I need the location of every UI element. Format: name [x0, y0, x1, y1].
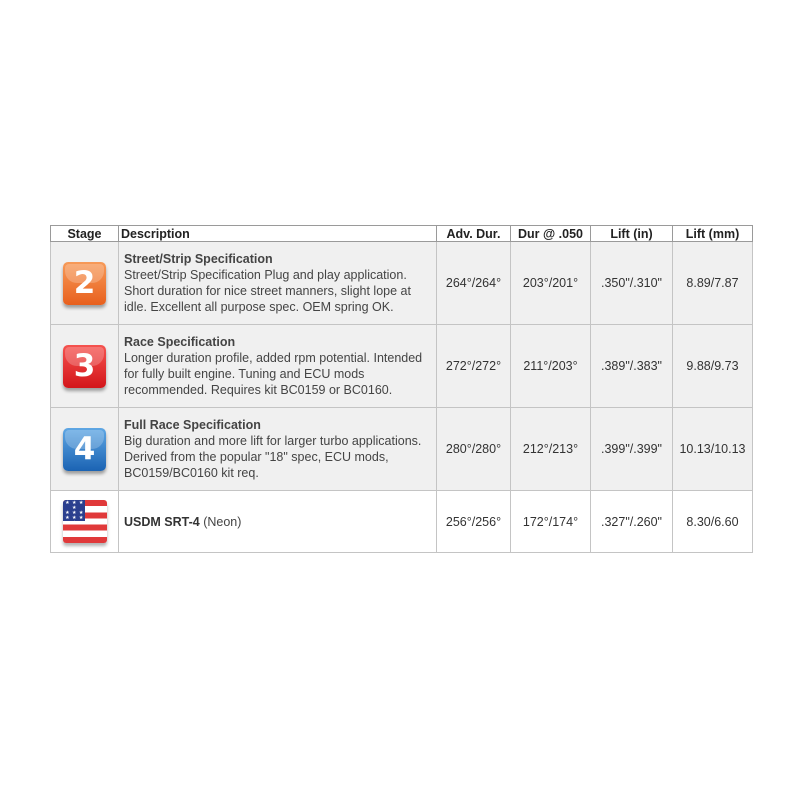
dur-050-cell: 211°/203° — [511, 325, 591, 408]
adv-dur-cell: 256°/256° — [437, 491, 511, 553]
row-text: Street/Strip Specification Plug and play application. Short duration for nice street manners, slight lope at idle. Excellent all purpose spec. OEM spring OK. — [124, 268, 411, 314]
lift-mm-cell: 8.89/7.87 — [673, 242, 753, 325]
header-row — [51, 226, 753, 242]
usdm-name: USDM SRT-4 — [124, 514, 200, 529]
header-stage: Stage — [51, 226, 119, 242]
stage-cell — [51, 491, 119, 553]
stage-4-badge-icon — [63, 428, 106, 471]
lift-mm-cell: 9.88/9.73 — [673, 325, 753, 408]
stage-number: 2 — [73, 265, 96, 301]
usdm-note: (Neon) — [203, 514, 242, 529]
description-cell — [119, 325, 437, 408]
dur-050-cell: 203°/201° — [511, 242, 591, 325]
stage-cell — [51, 408, 119, 491]
header-lift-mm: Lift (mm) — [673, 226, 753, 242]
row-text: Big duration and more lift for larger turbo applications. Derived from the popular "18" spec, ECU mods, BC0159/BC0160 kit req. — [124, 434, 422, 480]
lift-in-cell: .399"/.399" — [591, 408, 673, 491]
description-cell — [119, 242, 437, 325]
table-row-stage-2 — [51, 242, 753, 325]
description-cell — [119, 408, 437, 491]
lift-mm-cell: 10.13/10.13 — [673, 408, 753, 491]
table-row-stage-4 — [51, 408, 753, 491]
lift-in-cell: .389"/.383" — [591, 325, 673, 408]
stage-number: 4 — [73, 431, 96, 467]
lift-in-cell: .350"/.310" — [591, 242, 673, 325]
stage-2-badge-icon — [63, 262, 106, 305]
dur-050-cell: 212°/213° — [511, 408, 591, 491]
cam-spec-table — [50, 225, 753, 553]
description-cell — [119, 491, 437, 553]
us-flag-icon — [63, 500, 107, 543]
lift-mm-cell: 8.30/6.60 — [673, 491, 753, 553]
row-text: Longer duration profile, added rpm potential. Intended for fully built engine. Tuning and ECU mods recommended. Requires kit BC0159 or BC0160. — [124, 351, 423, 397]
stage-3-badge-icon — [63, 345, 106, 388]
table-row-usdm — [51, 491, 753, 553]
header-lift-in: Lift (in) — [591, 226, 673, 242]
header-dur-050: Dur @ .050 — [511, 226, 591, 242]
row-title: Full Race Specification — [124, 418, 261, 432]
stage-cell — [51, 242, 119, 325]
row-title: Race Specification — [124, 335, 236, 349]
flag-canton: ★ ★ ★ ★ ★ ★ ★ ★ ★ ★ ★ — [63, 500, 85, 521]
adv-dur-cell: 280°/280° — [437, 408, 511, 491]
stage-number: 3 — [73, 348, 96, 384]
lift-in-cell: .327"/.260" — [591, 491, 673, 553]
row-title: Street/Strip Specification — [124, 252, 273, 266]
table-row-stage-3 — [51, 325, 753, 408]
header-description: Description — [119, 226, 437, 242]
adv-dur-cell: 264°/264° — [437, 242, 511, 325]
dur-050-cell: 172°/174° — [511, 491, 591, 553]
stage-cell — [51, 325, 119, 408]
header-adv-dur: Adv. Dur. — [437, 226, 511, 242]
adv-dur-cell: 272°/272° — [437, 325, 511, 408]
